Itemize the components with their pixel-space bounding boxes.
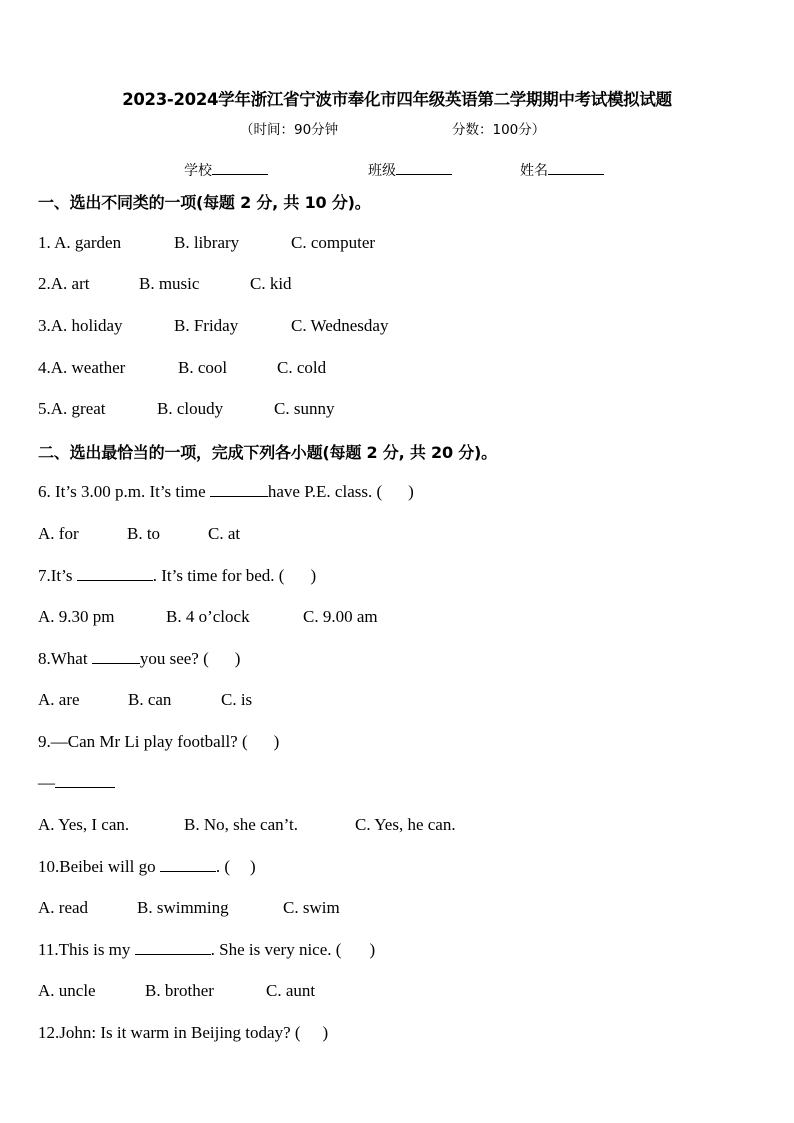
answer-blank[interactable] xyxy=(210,482,268,497)
question-stem: 7.It’s xyxy=(38,566,77,585)
question-6-options xyxy=(38,524,241,544)
question-9-response xyxy=(38,773,115,793)
answer-paren[interactable]: ) xyxy=(273,732,280,751)
name-label: 姓名 xyxy=(520,163,548,179)
option-a[interactable]: A. art xyxy=(50,274,90,293)
answer-paren[interactable]: ) xyxy=(250,857,256,876)
option-b[interactable]: B. Friday xyxy=(174,316,239,335)
question-stem: 8.What xyxy=(38,649,92,668)
option-b[interactable]: B. cool xyxy=(178,358,228,377)
option-a[interactable]: A. Yes, I can. xyxy=(38,815,130,834)
exam-title: 2023-2024学年浙江省宁波市奉化市四年级英语第二学期期中考试模拟试题 xyxy=(122,90,672,109)
class-field[interactable] xyxy=(368,160,452,180)
question-2 xyxy=(38,274,292,294)
question-number: 4. xyxy=(38,358,51,377)
question-stem-end: . It’s time for bed. ( xyxy=(152,566,285,585)
option-b[interactable]: B. cloudy xyxy=(157,399,224,418)
total-score: 分数：100分） xyxy=(452,122,546,138)
option-b[interactable]: B. swimming xyxy=(137,898,229,917)
question-number: 1. xyxy=(38,233,55,252)
question-stem-end: you see? ( xyxy=(139,649,209,668)
question-stem-end: have P.E. class. ( xyxy=(267,482,383,501)
answer-blank[interactable] xyxy=(55,773,115,788)
question-9 xyxy=(38,732,279,752)
answer-blank[interactable] xyxy=(135,940,211,955)
option-b[interactable]: B. brother xyxy=(145,981,214,1000)
option-b[interactable]: B. can xyxy=(128,690,172,709)
question-10 xyxy=(38,857,256,877)
school-field[interactable] xyxy=(184,160,268,180)
school-blank[interactable] xyxy=(212,160,268,175)
answer-blank[interactable] xyxy=(160,857,216,872)
option-a[interactable]: A. uncle xyxy=(38,981,96,1000)
class-blank[interactable] xyxy=(396,160,452,175)
time-limit: （时间：90分钟 xyxy=(240,122,339,138)
option-c[interactable]: C. computer xyxy=(291,233,376,252)
answer-paren[interactable]: ) xyxy=(322,1023,329,1042)
option-c[interactable]: C. Yes, he can. xyxy=(355,815,456,834)
option-a[interactable]: A. great xyxy=(50,399,106,418)
option-c[interactable]: C. aunt xyxy=(266,981,316,1000)
option-a[interactable]: A. 9.30 pm xyxy=(38,607,115,626)
option-a[interactable]: A. for xyxy=(38,524,79,543)
answer-paren[interactable]: ) xyxy=(369,940,376,959)
option-c[interactable]: C. cold xyxy=(277,358,327,377)
answer-paren[interactable]: ) xyxy=(310,566,317,585)
option-a[interactable]: A. read xyxy=(38,898,89,917)
name-blank[interactable] xyxy=(548,160,604,175)
question-3 xyxy=(38,316,389,336)
option-b[interactable]: B. No, she can’t. xyxy=(184,815,298,834)
question-7-options xyxy=(38,607,378,627)
question-4 xyxy=(38,358,327,378)
answer-paren[interactable]: ) xyxy=(408,482,414,501)
option-c[interactable]: C. is xyxy=(221,690,253,709)
response-dash: — xyxy=(38,773,55,792)
option-c[interactable]: C. swim xyxy=(283,898,340,917)
name-field[interactable] xyxy=(520,160,604,180)
option-c[interactable]: C. 9.00 am xyxy=(303,607,378,626)
question-7 xyxy=(38,566,316,586)
option-c[interactable]: C. Wednesday xyxy=(291,316,389,335)
question-12 xyxy=(38,1023,328,1043)
option-c[interactable]: C. sunny xyxy=(274,399,335,418)
option-b[interactable]: B. library xyxy=(174,233,240,252)
option-a[interactable]: A. are xyxy=(38,690,80,709)
question-5 xyxy=(38,399,335,419)
option-a[interactable]: A. garden xyxy=(54,233,122,252)
question-stem: 12.John: Is it warm in Beijing today? ( xyxy=(38,1023,301,1042)
answer-paren[interactable]: ) xyxy=(234,649,241,668)
option-b[interactable]: B. to xyxy=(127,524,161,543)
question-10-options xyxy=(38,898,340,918)
question-6 xyxy=(38,482,414,502)
question-stem: 9.—Can Mr Li play football? ( xyxy=(38,732,248,751)
option-a[interactable]: A. weather xyxy=(50,358,126,377)
option-b[interactable]: B. 4 o’clock xyxy=(166,607,250,626)
question-11-options xyxy=(38,981,316,1001)
option-a[interactable]: A. holiday xyxy=(50,316,123,335)
question-8-options xyxy=(38,690,253,710)
section-2-heading: 二、选出最恰当的一项，完成下列各小题(每题 2 分, 共 20 分)。 xyxy=(38,443,497,462)
answer-blank[interactable] xyxy=(92,649,140,664)
question-stem: 10.Beibei will go xyxy=(38,857,160,876)
question-1 xyxy=(38,233,376,253)
question-number: 3. xyxy=(38,316,51,335)
question-9-options xyxy=(38,815,456,835)
question-8 xyxy=(38,649,240,669)
question-number: 2. xyxy=(38,274,51,293)
answer-blank[interactable] xyxy=(77,566,153,581)
question-stem-end: . ( xyxy=(215,857,230,876)
question-stem: 11.This is my xyxy=(38,940,135,959)
option-b[interactable]: B. music xyxy=(139,274,200,293)
question-stem: 6. It’s 3.00 p.m. It’s time xyxy=(38,482,210,501)
question-stem-end: . She is very nice. ( xyxy=(210,940,342,959)
question-11 xyxy=(38,940,375,960)
school-label: 学校 xyxy=(184,163,212,179)
question-number: 5. xyxy=(38,399,51,418)
option-c[interactable]: C. at xyxy=(208,524,241,543)
section-1-heading: 一、选出不同类的一项(每题 2 分, 共 10 分)。 xyxy=(38,193,371,212)
class-label: 班级 xyxy=(368,163,396,179)
option-c[interactable]: C. kid xyxy=(250,274,292,293)
